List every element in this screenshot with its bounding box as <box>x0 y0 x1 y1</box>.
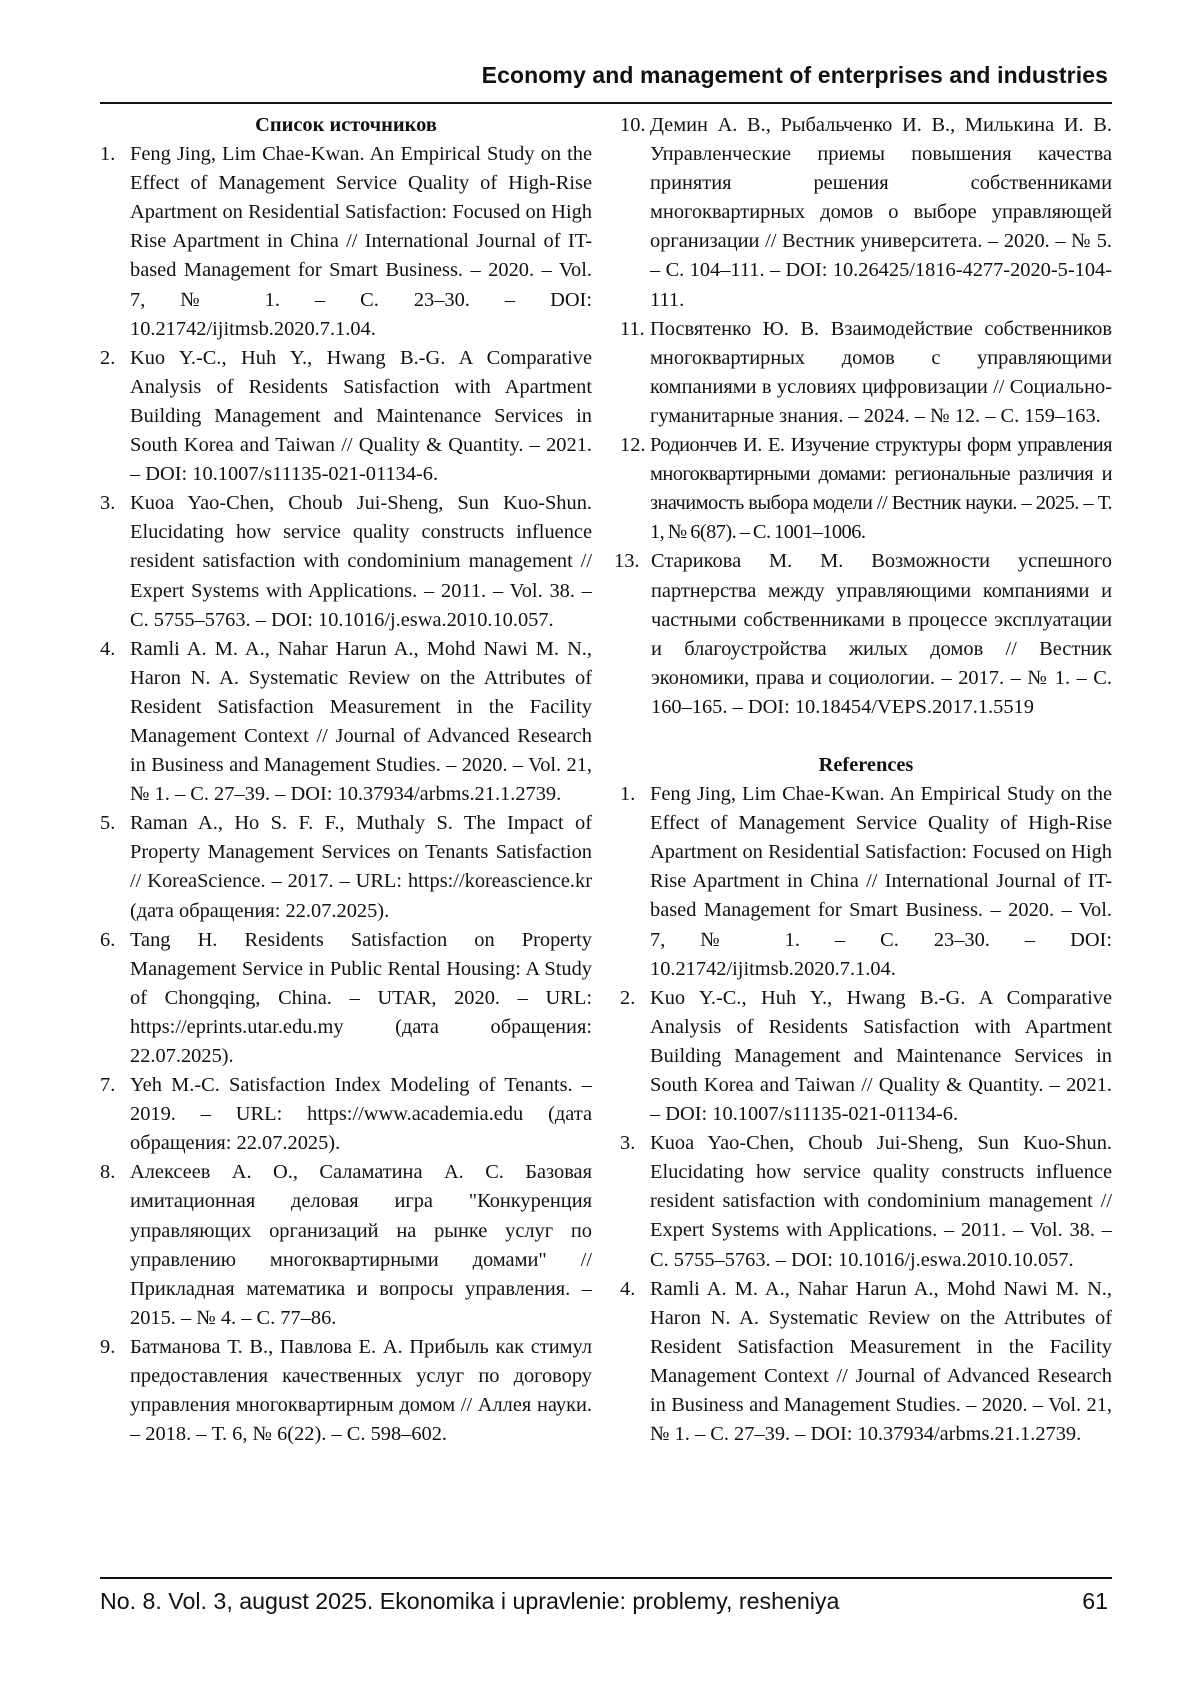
reference-number: 4. <box>620 1277 636 1300</box>
reference-number: 10. <box>620 114 646 136</box>
reference-text: Raman A., Ho S. F. F., Muthaly S. The Impact of Property Management Services on Tenants Satisfaction // KoreaScience. – 2017. – URL: https://koreascience.kr (дата обращения: 22.07.2025). <box>130 812 592 922</box>
reference-item <box>100 809 592 925</box>
reference-item <box>100 1071 592 1158</box>
reference-text: Старикова М. М. Возможности успешного партнерства между управляющими компаниями и частными собственниками в процессе эксплуатации и благоустройства жилых домов // Вестник экономики, права и социологии. – 2017. – № 1. – С. 160–165. – DOI: 10.18454/VEPS.2017.1.5519 <box>651 550 1112 718</box>
reference-text: Алексеев А. О., Саламатина А. С. Базовая имитационная деловая игра "Конкуренция управляющих организаций на рынке услуг по управлению многоквартирными домами" // Прикладная математика и вопросы управления. – 2015. – № 4. – С. 77–86. <box>130 1161 592 1329</box>
reference-text: Feng Jing, Lim Chae-Kwan. An Empirical Study on the Effect of Management Service Quality of High-Rise Apartment on Residential Satisfaction: Focused on High Rise Apartment in China // International Journal of IT-based Management for Smart Business. – 2020. – Vol. 7, № 1. – C. 23–30. – DOI: 10.21742/ijitmsb.2020.7.1.04. <box>650 783 1112 980</box>
reference-item <box>100 635 592 810</box>
reference-item <box>620 1129 1112 1274</box>
right-column <box>614 111 1112 1449</box>
reference-text: Tang H. Residents Satisfaction on Property Management Service in Public Rental Housing: A Study of Chongqing, China. – UTAR, 2020. – URL: https://eprints.utar.edu.my (дата обращения: 22.07.2025). <box>130 928 592 1067</box>
reference-item <box>620 431 1112 547</box>
left-column <box>100 111 592 1449</box>
sources-list-continued <box>614 111 1112 722</box>
reference-item <box>100 1333 592 1449</box>
references-list <box>620 780 1112 1449</box>
reference-number: 3. <box>100 492 116 515</box>
reference-text: Ramli A. M. A., Nahar Harun A., Mohd Nawi M. N., Haron N. A. Systematic Review on the Attributes of Resident Satisfaction Measurement in the Facility Management Context // Journal of Advanced Research in Business and Management Studies. – 2020. – Vol. 21, № 1. – C. 27–39. – DOI: 10.37934/arbms.21.1.2739. <box>650 1277 1112 1446</box>
reference-number: 9. <box>100 1335 116 1358</box>
running-header-title: Economy and management of enterprises and industries <box>481 62 1108 88</box>
reference-text: Демин А. В., Рыбальченко И. В., Милькина И. В. Управленческие приемы повышения качества принятия решения собственниками многоквартирных домов о выборе управляющей организации // Вестник университета. – 2020. – № 5. – С. 104–111. – DOI: 10.26425/1816-4277-2020-5-104-111. <box>650 114 1112 311</box>
reference-text: Yeh M.-C. Satisfaction Index Modeling of Tenants. – 2019. – URL: https://www.academia.edu (дата обращения: 22.07.2025). <box>130 1074 592 1155</box>
reference-item <box>100 344 592 489</box>
reference-text: Ramli A. M. A., Nahar Harun A., Mohd Nawi M. N., Haron N. A. Systematic Review on the Attributes of Resident Satisfaction Measurement in the Facility Management Context // Journal of Advanced Research in Business and Management Studies. – 2020. – Vol. 21, № 1. – C. 27–39. – DOI: 10.37934/arbms.21.1.2739. <box>130 637 592 806</box>
reference-number: 2. <box>100 346 116 369</box>
reference-item <box>100 489 592 634</box>
reference-item <box>614 547 1112 722</box>
footer-rule <box>100 1577 1112 1579</box>
footer-citation: No. 8. Vol. 3, august 2025. Ekonomika i upravlenie: problemy, resheniya <box>100 1588 840 1614</box>
reference-item <box>620 984 1112 1129</box>
sources-list <box>100 140 592 1449</box>
reference-text: Kuo Y.-C., Huh Y., Hwang B.-G. A Comparative Analysis of Residents Satisfaction with Apartment Building Management and Maintenance Services in South Korea and Taiwan // Quality & Quantity. – 2021. – DOI: 10.1007/s11135-021-01134-6. <box>650 986 1112 1126</box>
reference-number: 5. <box>100 812 116 835</box>
reference-item <box>620 111 1112 315</box>
sources-heading: Список источников <box>255 114 437 136</box>
reference-text: Kuo Y.-C., Huh Y., Hwang B.-G. A Comparative Analysis of Residents Satisfaction with Apartment Building Management and Maintenance Services in South Korea and Taiwan // Quality & Quantity. – 2021. – DOI: 10.1007/s11135-021-01134-6. <box>130 346 592 486</box>
reference-text: Kuoa Yao-Chen, Choub Jui-Sheng, Sun Kuo-Shun. Elucidating how service quality constructs influence resident satisfaction with condominium management // Expert Systems with Applications. – 2011. – Vol. 38. – C. 5755–5763. – DOI: 10.1016/j.eswa.2010.10.057. <box>650 1132 1112 1271</box>
reference-text: Батманова Т. В., Павлова Е. А. Прибыль как стимул предоставления качественных услуг по договору управления многоквартирным домом // Аллея науки. – 2018. – Т. 6, № 6(22). – С. 598–602. <box>130 1335 592 1446</box>
reference-text: Родиончев И. Е. Изучение структуры форм управления многоквартирными домами: региональные различия и значимость выбора модели // Вестник науки. – 2025. – Т. 1, № 6(87). – С. 1001–1006. <box>650 434 1112 544</box>
reference-item <box>620 780 1112 984</box>
reference-number: 1. <box>620 783 636 806</box>
page-number: 61 <box>1082 1588 1108 1614</box>
reference-number: 6. <box>100 928 116 951</box>
section-spacer <box>620 722 1112 751</box>
reference-text: Посвятенко Ю. В. Взаимодействие собственников многоквартирных домов с управляющими компаниями в условиях цифровизации // Социально-гуманитарные знания. – 2024. – № 12. – С. 159–163. <box>650 317 1112 427</box>
references-heading: References <box>818 753 914 776</box>
reference-item <box>620 315 1112 431</box>
reference-number: 1. <box>100 143 116 166</box>
reference-number: 8. <box>100 1161 116 1184</box>
reference-item <box>100 1158 592 1333</box>
reference-item <box>100 926 592 1071</box>
reference-item <box>100 140 592 344</box>
header-rule <box>100 102 1112 104</box>
reference-number: 3. <box>620 1132 636 1155</box>
reference-number: 2. <box>620 986 636 1009</box>
reference-item <box>620 1275 1112 1450</box>
reference-text: Kuoa Yao-Chen, Choub Jui-Sheng, Sun Kuo-Shun. Elucidating how service quality constructs influence resident satisfaction with condominium management // Expert Systems with Applications. – 2011. – Vol. 38. – C. 5755–5763. – DOI: 10.1016/j.eswa.2010.10.057. <box>130 492 592 631</box>
reference-number: 11. <box>620 317 645 340</box>
reference-number: 7. <box>100 1074 116 1097</box>
reference-text: Feng Jing, Lim Chae-Kwan. An Empirical Study on the Effect of Management Service Quality of High-Rise Apartment on Residential Satisfaction: Focused on High Rise Apartment in China // International Journal of IT-based Management for Smart Business. – 2020. – Vol. 7, № 1. – C. 23–30. – DOI: 10.21742/ijitmsb.2020.7.1.04. <box>130 143 592 340</box>
reference-number: 13. <box>614 550 640 573</box>
reference-number: 4. <box>100 637 116 660</box>
reference-number: 12. <box>620 434 646 457</box>
